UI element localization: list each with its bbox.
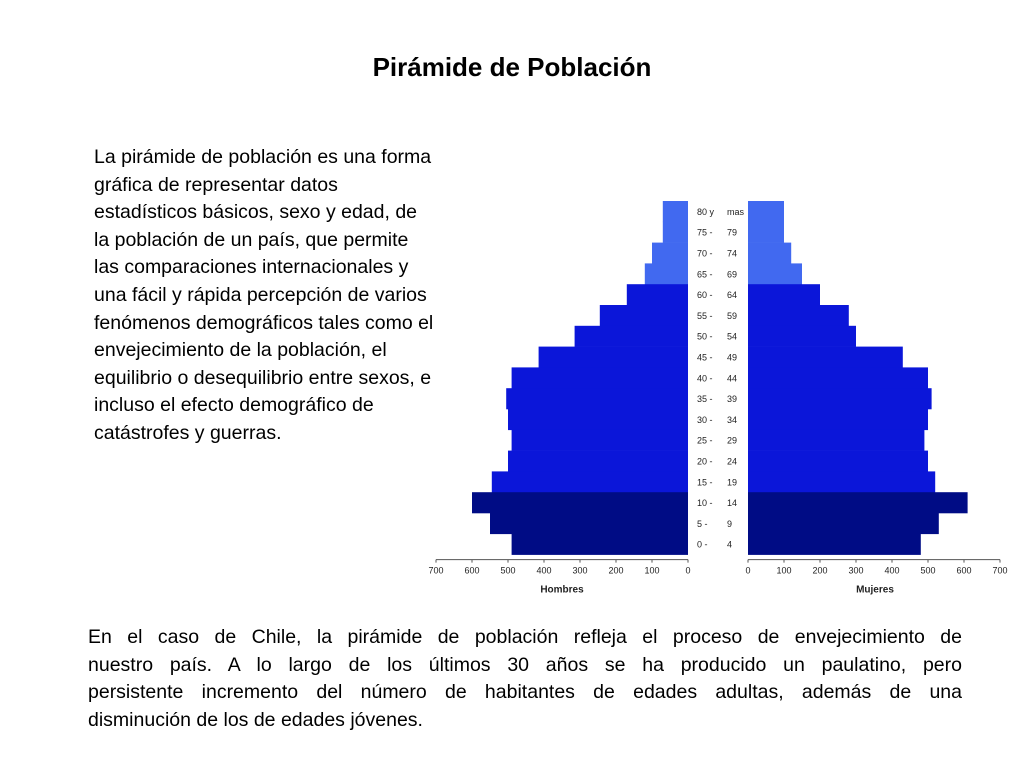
intro-line: la población de un país, que permite	[94, 228, 409, 251]
bar-hombres	[508, 451, 688, 472]
x-tick-label-mujeres: 100	[776, 565, 792, 576]
intro-line: equilibrio o desequilibrio entre sexos, e	[94, 366, 432, 389]
age-label-right: 4	[727, 539, 733, 550]
x-tick-label-mujeres: 500	[920, 565, 936, 576]
bar-hombres	[490, 513, 688, 534]
bar-hombres	[512, 367, 688, 388]
bar-mujeres	[748, 201, 784, 222]
age-label-right: 44	[727, 373, 738, 384]
page-title: Pirámide de Población	[372, 52, 652, 82]
bar-mujeres	[748, 388, 932, 409]
age-label-left: 5 -	[697, 518, 708, 529]
age-label-right: mas	[727, 206, 745, 217]
x-tick-label-hombres: 0	[685, 565, 691, 576]
bar-mujeres	[748, 409, 928, 430]
bar-hombres	[512, 534, 688, 555]
bar-mujeres	[748, 222, 784, 243]
x-tick-label-hombres: 100	[644, 565, 660, 576]
x-tick-label-hombres: 700	[428, 565, 444, 576]
x-tick-label-mujeres: 400	[884, 565, 900, 576]
bar-hombres	[652, 243, 688, 264]
x-tick-label-mujeres: 200	[812, 565, 828, 576]
bar-hombres	[575, 326, 688, 347]
age-label-left: 15 -	[697, 477, 713, 488]
x-tick-label-hombres: 200	[608, 565, 624, 576]
intro-line: estadísticos básicos, sexo y edad, de	[94, 201, 418, 224]
chile-paragraph-line: disminución de los de edades jóvenes.	[88, 708, 423, 731]
age-label-right: 79	[727, 227, 738, 238]
age-label-left: 40 -	[697, 373, 713, 384]
age-label-left: 30 -	[697, 414, 713, 425]
intro-line: las comparaciones internacionales y	[94, 256, 409, 279]
x-tick-label-mujeres: 0	[745, 565, 751, 576]
bar-mujeres	[748, 430, 924, 451]
x-tick-label-hombres: 500	[500, 565, 516, 576]
intro-line: una fácil y rápida percepción de varios	[94, 283, 427, 306]
chile-paragraph-line: persistente incremento del número de habitantes de edades adultas, además de una	[88, 681, 962, 703]
intro-line: fenómenos demográficos tales como el	[94, 311, 434, 334]
bar-hombres	[472, 492, 688, 513]
x-axis-label-hombres: Hombres	[540, 584, 584, 596]
age-label-right: 24	[727, 456, 738, 467]
age-label-left: 65 -	[697, 269, 713, 280]
age-label-left: 50 -	[697, 331, 713, 342]
x-axis-label-mujeres: Mujeres	[856, 584, 894, 596]
bar-mujeres	[748, 284, 820, 305]
x-tick-label-hombres: 300	[572, 565, 588, 576]
bar-mujeres	[748, 367, 928, 388]
age-label-left: 45 -	[697, 352, 713, 363]
chile-paragraph-line: En el caso de Chile, la pirámide de población refleja el proceso de envejecimiento de	[88, 626, 962, 648]
age-label-right: 14	[727, 498, 738, 509]
age-label-right: 74	[727, 248, 738, 259]
age-label-left: 25 -	[697, 435, 713, 446]
age-label-right: 19	[727, 477, 738, 488]
age-label-right: 9	[727, 518, 733, 529]
age-label-left: 35 -	[697, 394, 713, 405]
age-label-left: 60 -	[697, 290, 713, 301]
bar-hombres	[645, 263, 688, 284]
bar-mujeres	[748, 492, 968, 513]
x-tick-label-mujeres: 700	[992, 565, 1008, 576]
bar-mujeres	[748, 263, 802, 284]
age-label-right: 69	[727, 269, 738, 280]
bar-hombres	[627, 284, 688, 305]
intro-line: envejecimiento de la población, el	[94, 339, 387, 362]
intro-line: gráfica de representar datos	[94, 173, 338, 196]
x-tick-label-mujeres: 600	[956, 565, 972, 576]
age-label-left: 70 -	[697, 248, 713, 259]
age-label-left: 20 -	[697, 456, 713, 467]
age-label-left: 0 -	[697, 539, 708, 550]
bar-hombres	[539, 347, 688, 368]
chile-paragraph	[88, 624, 962, 734]
intro-line: catástrofes y guerras.	[94, 421, 282, 444]
bar-hombres	[600, 305, 688, 326]
bar-mujeres	[748, 326, 856, 347]
age-label-right: 29	[727, 435, 738, 446]
x-tick-label-mujeres: 300	[848, 565, 864, 576]
age-label-left: 80 y	[697, 206, 715, 217]
intro-line: incluso el efecto demográfico de	[94, 394, 374, 417]
bar-mujeres	[748, 471, 935, 492]
age-label-right: 59	[727, 310, 738, 321]
age-label-right: 34	[727, 414, 738, 425]
x-tick-label-hombres: 600	[464, 565, 480, 576]
age-label-left: 10 -	[697, 498, 713, 509]
age-label-left: 55 -	[697, 310, 713, 321]
bar-hombres	[663, 201, 688, 222]
chile-paragraph-line: nuestro país. A lo largo de los últimos 30 años se ha producido un paulatino, pero	[88, 653, 962, 676]
bar-mujeres	[748, 347, 903, 368]
bar-hombres	[663, 222, 688, 243]
age-label-right: 49	[727, 352, 738, 363]
bar-hombres	[508, 409, 688, 430]
bar-hombres	[506, 388, 688, 409]
bar-mujeres	[748, 513, 939, 534]
bar-hombres	[492, 471, 688, 492]
age-label-right: 39	[727, 394, 738, 405]
intro-line: La pirámide de población es una forma	[94, 146, 432, 168]
population-pyramid-chart	[420, 190, 1010, 600]
age-label-left: 75 -	[697, 227, 713, 238]
bar-hombres	[512, 430, 688, 451]
bar-mujeres	[748, 534, 921, 555]
age-label-right: 64	[727, 290, 738, 301]
bar-mujeres	[748, 451, 928, 472]
bar-mujeres	[748, 243, 791, 264]
age-label-right: 54	[727, 331, 738, 342]
bar-mujeres	[748, 305, 849, 326]
x-tick-label-hombres: 400	[536, 565, 552, 576]
